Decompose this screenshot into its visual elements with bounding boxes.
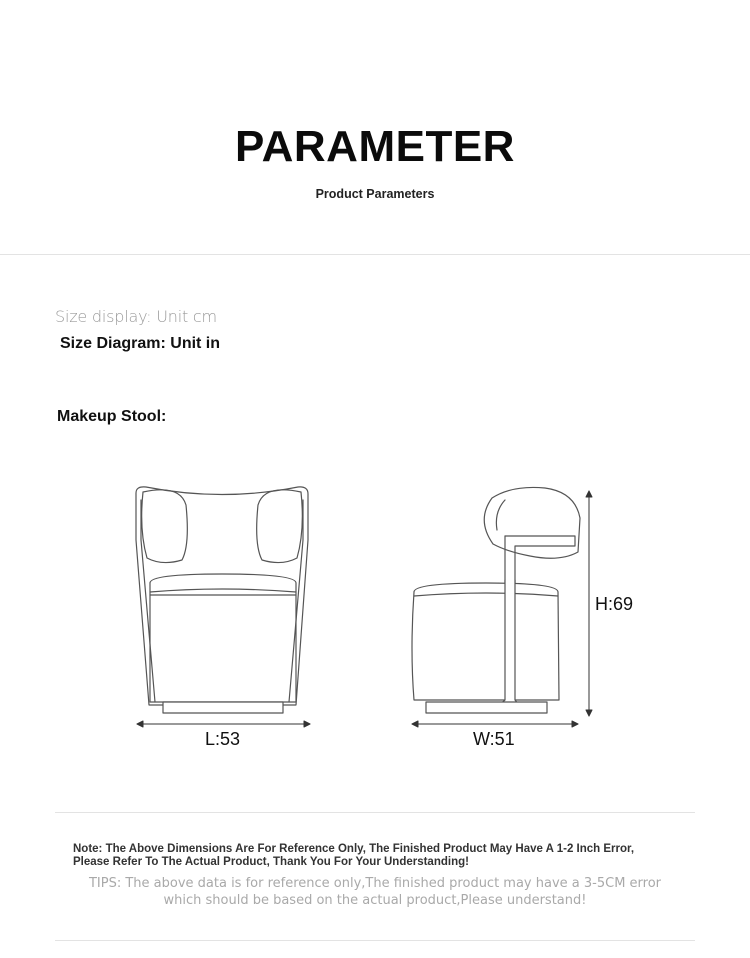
tips-line-2: which should be based on the actual product,Please understand! [163, 893, 587, 908]
product-label: Makeup Stool: [57, 408, 167, 425]
height-dimension: H:69 [595, 594, 634, 614]
length-dimension: L:53 [205, 729, 241, 749]
page-title: PARAMETER [235, 122, 515, 171]
front-view-drawing [136, 487, 308, 713]
tips-line-1: TIPS: The above data is for reference only,The finished product may have a 3-5CM error [88, 876, 662, 891]
width-dimension: W:51 [473, 729, 515, 749]
footer-top-divider [55, 812, 695, 813]
page-subtitle: Product Parameters [315, 187, 435, 201]
size-diagram-text: Size Diagram: Unit in [60, 335, 221, 352]
size-display-text: Size display: Unit cm [55, 307, 217, 326]
footer-bottom-divider [55, 940, 695, 941]
side-view-drawing [412, 487, 580, 713]
tips-text [75, 875, 675, 909]
note-text: Note: The Above Dimensions Are For Reference Only, The Finished Product May Have A 1-2 Inch Error, Please Refer To The Actual Product, Thank You For Your Understanding! [73, 843, 635, 868]
